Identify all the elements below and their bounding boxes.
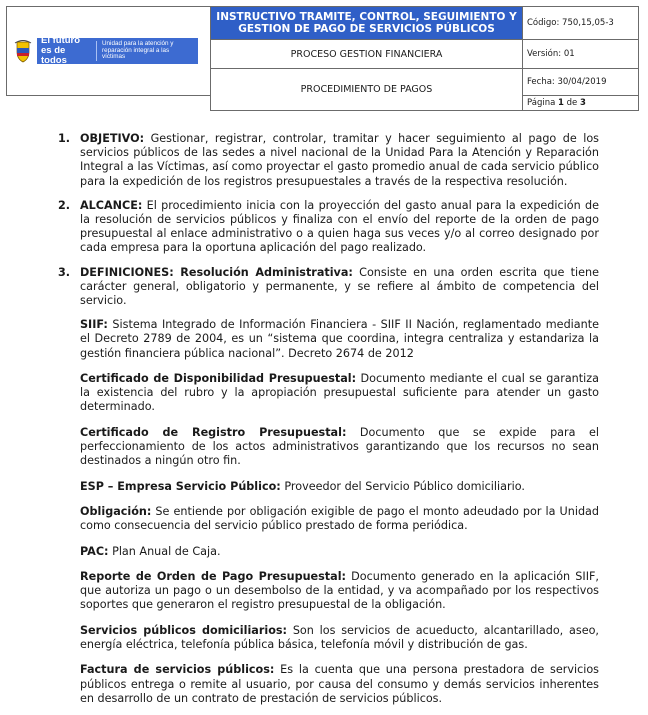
section-title: ALCANCE: xyxy=(80,198,143,212)
document-title: INSTRUCTIVO TRAMITE, CONTROL, SEGUIMIENTO Y GESTION DE PAGO DE SERVICIOS PÚBLICOS xyxy=(211,7,523,40)
definition-esp: ESP – Empresa Servicio Público: Proveedor del Servicio Público domiciliario. xyxy=(80,479,525,493)
brand-tagline: Unidad para la atención y reparación integral a las víctimas xyxy=(96,41,194,61)
definition-cdp: Certificado de Disponibilidad Presupuestal: Documento mediante el cual se garantiza la existencia del rubro y la apropiación presupuestal suficiente para atender un gasto determinado. xyxy=(80,372,599,414)
definition-crp: Certificado de Registro Presupuestal: Documento que se expide para el perfeccionamiento de los actos administrativos garantizando que los recursos no sean destinados a ningún otro fin. xyxy=(80,425,599,468)
definition-reporte-orden-pago: Reporte de Orden de Pago Presupuestal: Documento generado en la aplicación SIIF, que autoriza un pago o un desembolso de la entidad, y va acompañado por los respectivos soportes que generaron el registro presupuestal de la obligación. xyxy=(80,570,599,612)
page-number: Página 1 de 3 xyxy=(523,96,639,111)
definition-pac: PAC: Plan Anual de Caja. xyxy=(80,544,221,558)
definition-obligacion: Obligación: Se entiende por obligación exigible de pago el monto adeudado por la Unidad como consecuencia del servicio público prestado de forma periódica. xyxy=(80,505,599,533)
definition-siif: SIIF: Sistema Integrado de Información Financiera - SIIF II Nación, reglamentado mediante el Decreto 2789 de 2004, es un “sistema que coordina, integra centraliza y estandariza la gestión financiera pública nacional”. Decreto 2674 de 2012 xyxy=(80,318,599,360)
coat-of-arms-icon xyxy=(13,39,33,63)
brand-banner xyxy=(37,35,198,66)
definition-servicios-domiciliarios: Servicios públicos domiciliarios: Son los servicios de acueducto, alcantarillado, aseo, energía eléctrica, telefonía pública básica, telefonía móvil y distribución de gas. xyxy=(80,623,599,651)
section-title: OBJETIVO: xyxy=(80,132,145,145)
section-definiciones: 3. DEFINICIONES: Resolución Administrativa: Consiste en una orden escrita que tiene carácter general, obligatorio y permanente, y se refiere al ámbito de competencia del servicio. xyxy=(58,265,599,308)
section-objetivo: 1. OBJETIVO: Gestionar, registrar, controlar, tramitar y hacer seguimiento al pago de los servicios públicos de las sedes a nivel nacional de la Unidad Para la Atención y Reparación Integral a las Víctimas, así como proyectar el gasto promedio anual de cada servicio público para la expedición de los registros presupuestales a través de la respectiva resolución. xyxy=(58,132,599,188)
section-text: El procedimiento inicia con la proyección del gasto anual para la expedición de la resolución de servicios públicos y finaliza con el envío del reporte de la orden de pago presupuestal al enlace administrativo o a quien haga sus veces y/o al correo designado por cada empresa para la oportuna aplicación del pago realizado. xyxy=(80,198,599,255)
process-name: PROCESO GESTION FINANCIERA xyxy=(211,40,523,69)
logo-cell xyxy=(7,7,211,96)
definition-factura: Factura de servicios públicos: Es la cuenta que una persona prestadora de servicios públicos entrega o remite al usuario, por causa del consumo y demás servicios inherentes en desarrollo de un contrato de prestación de servicios públicos. xyxy=(80,663,599,705)
logo xyxy=(7,7,210,95)
procedure-name: PROCEDIMIENTO DE PAGOS xyxy=(211,69,523,111)
section-text: Gestionar, registrar, controlar, tramitar y hacer seguimiento al pago de los servicios públicos de las sedes a nivel nacional de la Unidad Para la Atención y Reparación Integral a las Víctimas, así como proyectar el gasto promedio anual de cada servicio público para la expedición de los registros presupuestales a través de la respectiva resolución. xyxy=(80,132,599,188)
document-header xyxy=(6,6,639,111)
brand-line: El futuro es de todos xyxy=(41,35,81,66)
document-version: Versión: 01 xyxy=(523,40,639,69)
section-title: DEFINICIONES: xyxy=(80,265,174,279)
document-code: Código: 750,15,05-3 xyxy=(523,7,639,40)
document-body xyxy=(58,132,599,715)
definition-term: Resolución Administrativa: xyxy=(173,265,353,279)
section-text: Consiste en una orden escrita que tiene carácter general, obligatorio y permanente, y se refiere al ámbito de competencia del servicio. xyxy=(80,265,599,308)
document-date: Fecha: 30/04/2019 xyxy=(523,69,639,96)
section-alcance: 2. ALCANCE: El procedimiento inicia con la proyección del gasto anual para la expedición de la resolución de servicios públicos y finaliza con el envío del reporte de la orden de pago presupuestal al enlace administrativo o a quien haga sus veces y/o al correo designado por cada empresa para la oportuna aplicación del pago realizado. xyxy=(58,198,599,255)
